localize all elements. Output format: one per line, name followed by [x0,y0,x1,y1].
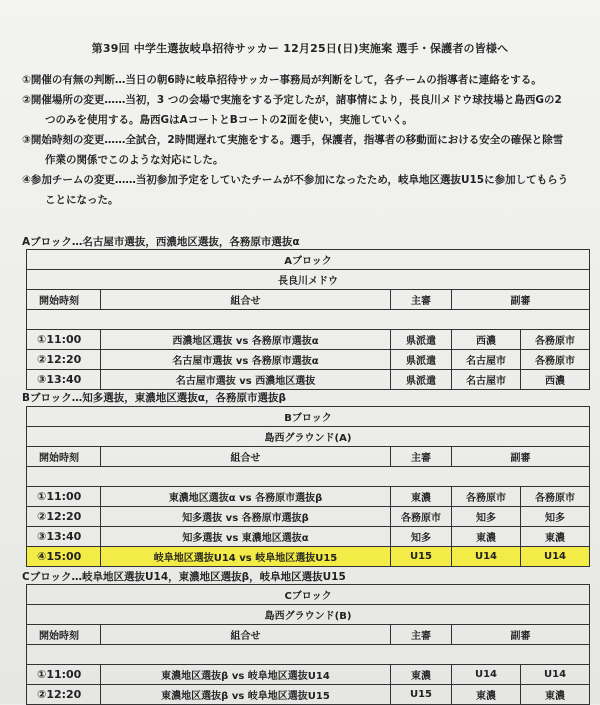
assistant-referee-2: 各務原市 [521,487,590,507]
assistant-referee-1: 各務原市 [452,487,521,507]
match-row [27,665,590,685]
notice-line: 作業の関係でこのような対応にした。 [45,154,224,166]
notice-line: ②開催場所の変更……当初，3 つの会場で実施をする予定したが，諸事情により，長良川メドウ球技場と島西Gの2 [22,94,562,106]
assistant-referee-1: 東濃 [452,527,521,547]
match-time: ①11:00 [27,330,101,350]
match-time: ②12:20 [27,507,101,527]
match-row [27,527,590,547]
match-teams: 東濃地区選抜α vs 各務原市選抜β [101,487,391,507]
chief-referee-header: 主審 [391,625,452,645]
chief-referee: 県派遣 [391,370,452,390]
match-teams: 東濃地区選抜β vs 岐阜地区選抜U14 [101,665,391,685]
chief-referee: U15 [391,547,452,567]
match-row [27,330,590,350]
match-row [27,685,590,705]
chief-referee: 東濃 [391,487,452,507]
assistant-referee-1: 知多 [452,507,521,527]
match-header: 組合せ [101,625,391,645]
notice-1 [22,70,588,90]
match-time: ④15:00 [27,547,101,567]
match-time: ①11:00 [27,487,101,507]
block-c-heading: Cブロック…岐阜地区選抜U14，東濃地区選抜β，岐阜地区選抜U15 [22,571,346,583]
match-time: ②12:20 [27,685,101,705]
highlighted-match-row [27,547,590,567]
venue-name: 長良川メドウ [27,270,590,290]
assistant-referee-1: 名古屋市 [452,370,521,390]
assistant-referee-header: 副審 [452,625,590,645]
notice-line: ③開始時刻の変更……全試合，2時間遅れて実施をする。選手，保護者，指導者の移動面における安全の確保と除雪 [22,134,564,146]
block-name: Cブロック [27,585,590,605]
match-teams: 知多選抜 vs 東濃地区選抜α [101,527,391,547]
match-time: ①11:00 [27,665,101,685]
match-teams: 岐阜地区選抜U14 vs 岐阜地区選抜U15 [101,547,391,567]
notice-3 [22,130,588,170]
assistant-referee-2: 各務原市 [521,350,590,370]
assistant-referee-1: U14 [452,665,521,685]
chief-referee: 県派遣 [391,350,452,370]
assistant-referee-2: 東濃 [521,527,590,547]
match-teams: 東濃地区選抜β vs 岐阜地区選抜U15 [101,685,391,705]
chief-referee-header: 主審 [391,447,452,467]
match-time: ③13:40 [27,370,101,390]
block-a-table [26,249,590,390]
chief-referee: U15 [391,685,452,705]
assistant-referee-2: U14 [521,547,590,567]
match-row [27,507,590,527]
start-time-header: 開始時刻 [27,290,101,310]
match-teams: 知多選抜 vs 各務原市選抜β [101,507,391,527]
venue-name: 島西グラウンド(A) [27,427,590,447]
match-row [27,370,590,390]
block-name: Aブロック [27,250,590,270]
start-time-header: 開始時刻 [27,625,101,645]
chief-referee: 知多 [391,527,452,547]
assistant-referee-header: 副審 [452,447,590,467]
assistant-referee-header: 副審 [452,290,590,310]
start-time-header: 開始時刻 [27,447,101,467]
chief-referee: 県派遣 [391,330,452,350]
match-time: ②12:20 [27,350,101,370]
assistant-referee-1: 西濃 [452,330,521,350]
match-row [27,487,590,507]
notice-2 [22,90,588,130]
notice-line: ④参加チームの変更……当初参加予定をしていたチームが不参加になったため，岐阜地区選抜U15に参加してもらう [22,174,569,186]
assistant-referee-1: U14 [452,547,521,567]
notice-line: ①開催の有無の判断…当日の朝6時に岐阜招待サッカー事務局が判断をして，各チームの指導者に連絡をする。 [22,74,542,86]
notice-4 [22,170,588,210]
assistant-referee-2: U14 [521,665,590,685]
match-row [27,350,590,370]
block-c-table [26,584,590,705]
assistant-referee-2: 東濃 [521,685,590,705]
match-teams: 名古屋市選抜 vs 各務原市選抜α [101,350,391,370]
match-teams: 名古屋市選抜 vs 西濃地区選抜 [101,370,391,390]
match-teams: 西濃地区選抜 vs 各務原市選抜α [101,330,391,350]
venue-name: 島西グラウンド(B) [27,605,590,625]
match-time: ③13:40 [27,527,101,547]
assistant-referee-1: 名古屋市 [452,350,521,370]
chief-referee: 各務原市 [391,507,452,527]
assistant-referee-1: 東濃 [452,685,521,705]
notice-line: ことになった。 [45,194,119,206]
match-header: 組合せ [101,447,391,467]
page-title: 第39回 中学生選抜岐阜招待サッカー 12月25日(日)実施案 選手・保護者の皆様へ [91,42,509,55]
assistant-referee-2: 知多 [521,507,590,527]
block-name: Bブロック [27,407,590,427]
chief-referee-header: 主審 [391,290,452,310]
notice-line: つのみを使用する。島西GはAコートとBコートの2面を使い，実施していく。 [45,114,413,126]
match-header: 組合せ [101,290,391,310]
assistant-referee-2: 各務原市 [521,330,590,350]
chief-referee: 東濃 [391,665,452,685]
block-b-heading: Bブロック…知多選抜，東濃地区選抜α，各務原市選抜β [22,392,287,404]
assistant-referee-2: 西濃 [521,370,590,390]
block-a-heading: Aブロック…名古屋市選抜，西濃地区選抜，各務原市選抜α [22,236,300,248]
block-b-table [26,406,590,567]
